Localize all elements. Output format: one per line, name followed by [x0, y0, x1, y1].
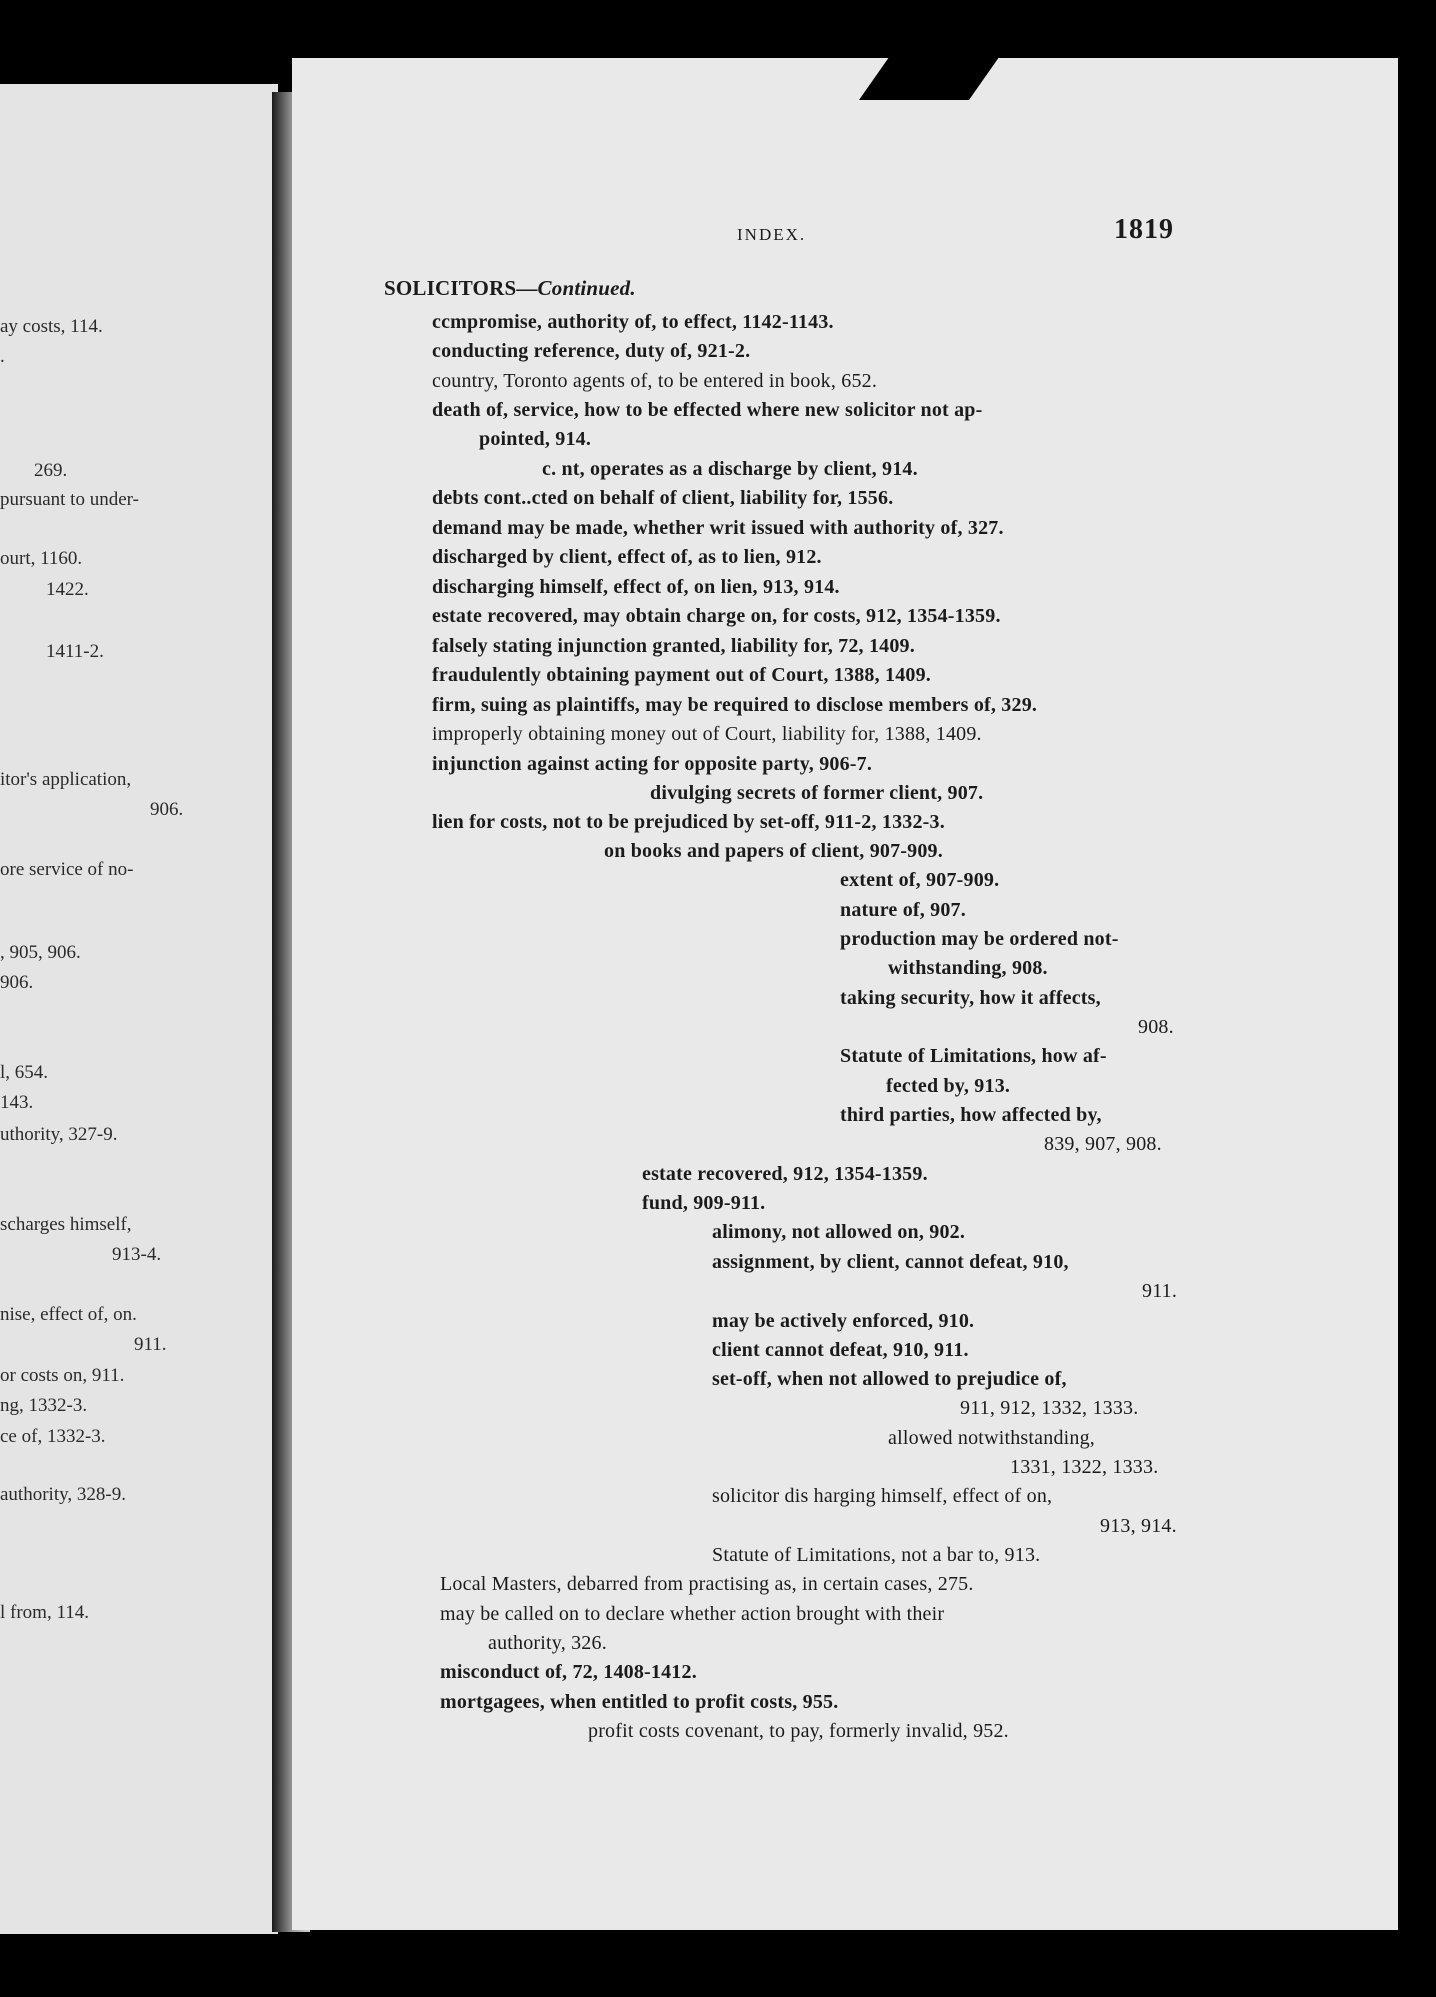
index-entry: estate recovered, 912, 1354-1359. — [642, 1163, 928, 1185]
index-entry: ccmpromise, authority of, to effect, 1142-1143. — [432, 311, 834, 333]
index-entry: 908. — [1138, 1016, 1174, 1038]
index-entry: 913, 914. — [1100, 1515, 1177, 1537]
right-page — [292, 58, 1398, 1930]
index-entry: fraudulently obtaining payment out of Court, 1388, 1409. — [432, 664, 932, 686]
left-fragment: nise, effect of, on. — [0, 1304, 137, 1325]
index-entry: assignment, by client, cannot defeat, 910, — [712, 1251, 1069, 1273]
left-fragment: 913-4. — [112, 1244, 162, 1265]
left-fragment: 143. — [0, 1092, 34, 1113]
section-heading: SOLICITORS—Continued. — [384, 276, 636, 300]
left-fragment: ce of, 1332-3. — [0, 1426, 106, 1447]
left-fragment: . — [0, 346, 5, 367]
index-entry: country, Toronto agents of, to be entered in book, 652. — [432, 370, 878, 392]
index-entry: 911. — [1142, 1280, 1178, 1302]
running-head: INDEX. — [737, 225, 807, 244]
index-entry: may be actively enforced, 910. — [712, 1310, 975, 1332]
index-entry: third parties, how affected by, — [840, 1104, 1102, 1126]
index-entry: mortgagees, when entitled to profit costs, 955. — [440, 1691, 839, 1713]
index-entry: divulging secrets of former client, 907. — [650, 782, 984, 804]
left-fragment: ore service of no- — [0, 859, 134, 880]
index-entry: injunction against acting for opposite party, 906-7. — [432, 753, 873, 775]
index-entry: conducting reference, duty of, 921-2. — [432, 340, 751, 362]
left-page — [0, 84, 278, 1934]
index-entry: fund, 909-911. — [642, 1192, 766, 1214]
index-entry: alimony, not allowed on, 902. — [712, 1221, 966, 1243]
index-entry: 1331, 1322, 1333. — [1010, 1456, 1159, 1478]
left-fragment: , 905, 906. — [0, 942, 81, 963]
index-entry: client cannot defeat, 910, 911. — [712, 1339, 969, 1361]
index-entry: set-off, when not allowed to prejudice of, — [712, 1368, 1067, 1390]
index-entry: Statute of Limitations, not a bar to, 913. — [712, 1544, 1041, 1566]
left-fragment: 1422. — [46, 579, 89, 600]
index-entry: fected by, 913. — [886, 1075, 1011, 1097]
index-entry: Local Masters, debarred from practising as, in certain cases, 275. — [440, 1573, 974, 1595]
left-fragment: 906. — [150, 799, 184, 820]
index-entry: on books and papers of client, 907-909. — [604, 840, 943, 862]
left-fragment: l from, 114. — [0, 1602, 90, 1623]
left-fragment: ay costs, 114. — [0, 316, 103, 337]
heading-main: SOLICITORS — [384, 276, 517, 300]
index-entry: extent of, 907-909. — [840, 869, 1000, 891]
left-fragment: scharges himself, — [0, 1214, 132, 1235]
left-fragment: authority, 328-9. — [0, 1484, 126, 1505]
index-entry: falsely stating injunction granted, liability for, 72, 1409. — [432, 635, 915, 657]
left-fragment: itor's application, — [0, 769, 132, 790]
left-fragment: 906. — [0, 972, 34, 993]
index-entry: solicitor dis harging himself, effect of on, — [712, 1485, 1053, 1507]
index-entry: estate recovered, may obtain charge on, for costs, 912, 1354-1359. — [432, 605, 1001, 627]
index-entry: pointed, 914. — [479, 428, 592, 450]
left-fragment: 1411-2. — [46, 641, 104, 662]
left-fragment: pursuant to under- — [0, 489, 139, 510]
index-entry: may be called on to declare whether action brought with their — [440, 1603, 945, 1625]
heading-continued: Continued. — [537, 276, 636, 300]
left-fragment: 911. — [134, 1334, 167, 1355]
index-entry: firm, suing as plaintiffs, may be required to disclose members of, 329. — [432, 694, 1038, 716]
index-entry: discharging himself, effect of, on lien, 913, 914. — [432, 576, 840, 598]
index-entry: taking security, how it affects, — [840, 987, 1101, 1009]
index-entry: production may be ordered not- — [840, 928, 1119, 950]
index-entry: debts cont..cted on behalf of client, liability for, 1556. — [432, 487, 894, 509]
index-entry: death of, service, how to be effected where new solicitor not ap- — [432, 399, 983, 421]
index-entry: allowed notwithstanding, — [888, 1427, 1095, 1449]
index-entry: lien for costs, not to be prejudiced by set-off, 911-2, 1332-3. — [432, 811, 945, 833]
index-entry: profit costs covenant, to pay, formerly invalid, 952. — [588, 1720, 1009, 1742]
index-entry: 911, 912, 1332, 1333. — [960, 1397, 1139, 1419]
index-entry: demand may be made, whether writ issued with authority of, 327. — [432, 517, 1004, 539]
index-entry: withstanding, 908. — [888, 957, 1048, 979]
left-fragment: ng, 1332-3. — [0, 1395, 88, 1416]
index-entry: misconduct of, 72, 1408-1412. — [440, 1661, 697, 1683]
left-fragment: l, 654. — [0, 1062, 49, 1083]
page-number: 1819 — [1114, 214, 1174, 245]
index-entry: c. nt, operates as a discharge by client, 914. — [542, 458, 918, 480]
index-entry: 839, 907, 908. — [1044, 1133, 1162, 1155]
index-entry: Statute of Limitations, how af- — [840, 1045, 1107, 1067]
index-entry: discharged by client, effect of, as to lien, 912. — [432, 546, 822, 568]
index-entry: authority, 326. — [488, 1632, 607, 1654]
left-fragment: uthority, 327-9. — [0, 1124, 118, 1145]
index-entry: nature of, 907. — [840, 899, 966, 921]
left-fragment: 269. — [34, 460, 68, 481]
index-entry: improperly obtaining money out of Court, liability for, 1388, 1409. — [432, 723, 982, 745]
left-fragment: ourt, 1160. — [0, 548, 83, 569]
left-fragment: or costs on, 911. — [0, 1365, 125, 1386]
